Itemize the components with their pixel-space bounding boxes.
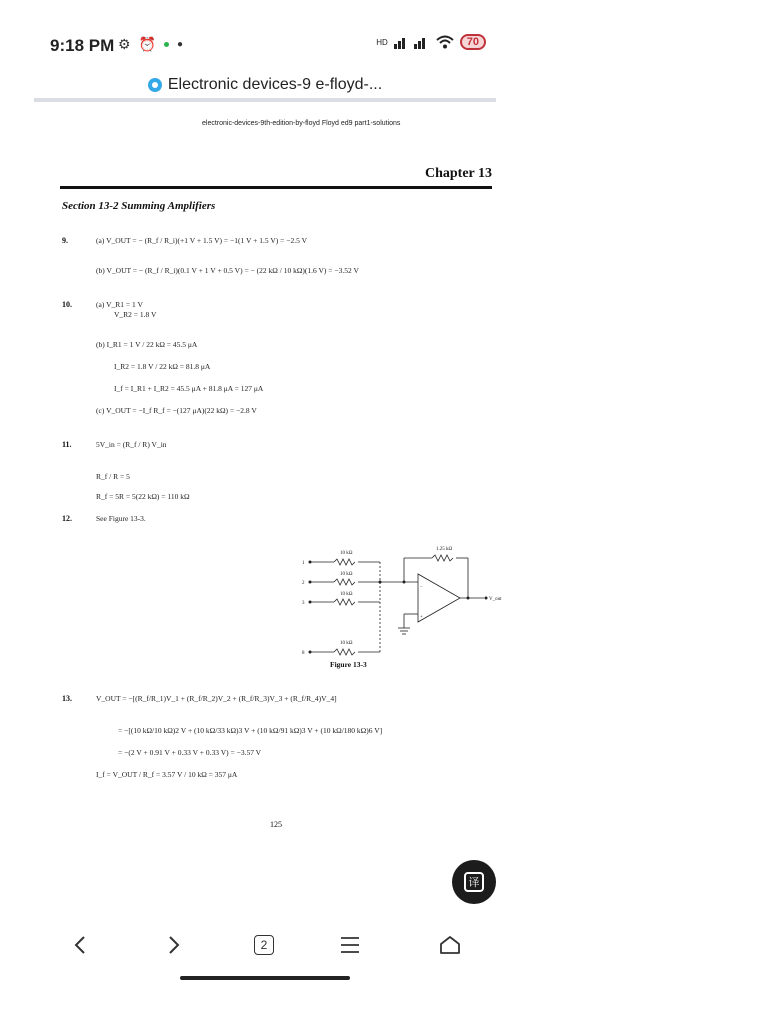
- wifi-icon: [436, 35, 454, 49]
- input-label: 1: [302, 561, 305, 566]
- home-indicator[interactable]: [180, 976, 350, 980]
- battery-icon: 70: [460, 34, 486, 50]
- svg-text:−: −: [420, 585, 423, 590]
- problem-number: 11.: [62, 440, 72, 449]
- status-icons-right: [376, 34, 486, 50]
- solution-line: I_f = V_OUT / R_f = 3.57 V / 10 kΩ = 357 μA: [96, 770, 238, 779]
- solution-line: I_f = I_R1 + I_R2 = 45.5 μA + 81.8 μA = 127 μA: [114, 384, 264, 393]
- document-title-bar[interactable]: [34, 68, 496, 102]
- figure-caption: Figure 13-3: [330, 660, 367, 669]
- tabs-button[interactable]: [244, 928, 284, 962]
- resistor-label: 10 kΩ: [340, 592, 353, 597]
- translate-button[interactable]: [452, 860, 496, 904]
- tab-count: 2: [254, 935, 274, 955]
- status-bar: [34, 18, 496, 74]
- solution-line: (b) V_OUT = − (R_f / R_i)(0.1 V + 1 V + 0.5 V) = − (22 kΩ / 10 kΩ)(1.6 V) = −3.52 V: [96, 266, 359, 275]
- document-page[interactable]: [34, 102, 502, 842]
- status-time: 9:18 PM: [50, 36, 115, 55]
- input-label: 3: [302, 601, 305, 606]
- browser-nav-bar: [34, 918, 496, 978]
- solution-line: V_OUT = −[(R_f/R_1)V_1 + (R_f/R_2)V_2 + (R_f/R_3)V_3 + (R_f/R_4)V_4]: [96, 694, 337, 703]
- alarm-icon: ⏰: [138, 36, 156, 52]
- input-label: 8: [302, 651, 305, 656]
- solution-line: R_f / R = 5: [96, 472, 130, 481]
- resistor-label: 10 kΩ: [340, 572, 353, 577]
- notification-icon: ⚙: [118, 36, 131, 52]
- solution-line: 5V_in = (R_f / R) V_in: [96, 440, 167, 449]
- document-title: Electronic devices-9 e-floyd-...: [167, 76, 383, 93]
- page-number: 125: [270, 820, 282, 829]
- lock-icon: ●: [177, 39, 184, 50]
- active-indicator-icon: [164, 42, 169, 47]
- network-label: HD: [376, 37, 388, 47]
- solution-line: (a) V_R1 = 1 V: [96, 300, 143, 309]
- signal-icon: [394, 35, 430, 49]
- solution-line: = −(2 V + 0.91 V + 0.33 V + 0.33 V) = −3.57 V: [118, 748, 262, 757]
- solution-line: See Figure 13-3.: [96, 514, 146, 523]
- summing-amplifier-circuit: [300, 540, 500, 670]
- section-title: Section 13-2 Summing Amplifiers: [62, 200, 216, 212]
- svg-text:+: +: [420, 615, 423, 620]
- chevron-left-icon: [73, 935, 87, 955]
- back-button[interactable]: [60, 928, 100, 962]
- problem-number: 9.: [62, 236, 68, 245]
- document-header-url: electronic-devices-9th-edition-by-floyd Floyd ed9 part1-solutions: [202, 120, 401, 127]
- feedback-resistor-label: 1.25 kΩ: [436, 547, 453, 552]
- solution-line: (a) V_OUT = − (R_f / R_i)(+1 V + 1.5 V) = −1(1 V + 1.5 V) = −2.5 V: [96, 236, 307, 245]
- problem-number: 13.: [62, 694, 72, 703]
- forward-button[interactable]: [154, 928, 194, 962]
- problem-number: 12.: [62, 514, 72, 523]
- solution-line: I_R2 = 1.8 V / 22 kΩ = 81.8 μA: [114, 362, 211, 371]
- chevron-right-icon: [167, 935, 181, 955]
- solution-line: = −[(10 kΩ/10 kΩ)2 V + (10 kΩ/33 kΩ)3 V + (10 kΩ/91 kΩ)3 V + (10 kΩ/180 kΩ)6 V]: [118, 726, 383, 735]
- problem-number: 10.: [62, 300, 72, 309]
- output-label: V_out: [489, 597, 502, 602]
- solution-line: V_R2 = 1.8 V: [114, 310, 157, 319]
- resistor-label: 10 kΩ: [340, 551, 353, 556]
- phone-screen: [34, 18, 502, 988]
- solution-line: R_f = 5R = 5(22 kΩ) = 110 kΩ: [96, 492, 190, 501]
- home-icon: [439, 935, 461, 955]
- translate-icon: 译: [464, 872, 484, 892]
- chapter-heading: Chapter 13: [424, 166, 492, 181]
- chapter-rule: [60, 186, 492, 189]
- menu-button[interactable]: [330, 928, 370, 962]
- solution-line: (b) I_R1 = 1 V / 22 kΩ = 45.5 μA: [96, 340, 198, 349]
- menu-icon: [340, 936, 360, 954]
- resistor-label: 10 kΩ: [340, 641, 353, 646]
- app-logo-icon: [148, 78, 162, 92]
- status-icons-left: [118, 36, 183, 53]
- home-button[interactable]: [430, 928, 470, 962]
- input-label: 2: [302, 581, 305, 586]
- solution-line: (c) V_OUT = −I_f R_f = −(127 μA)(22 kΩ) = −2.8 V: [96, 406, 257, 415]
